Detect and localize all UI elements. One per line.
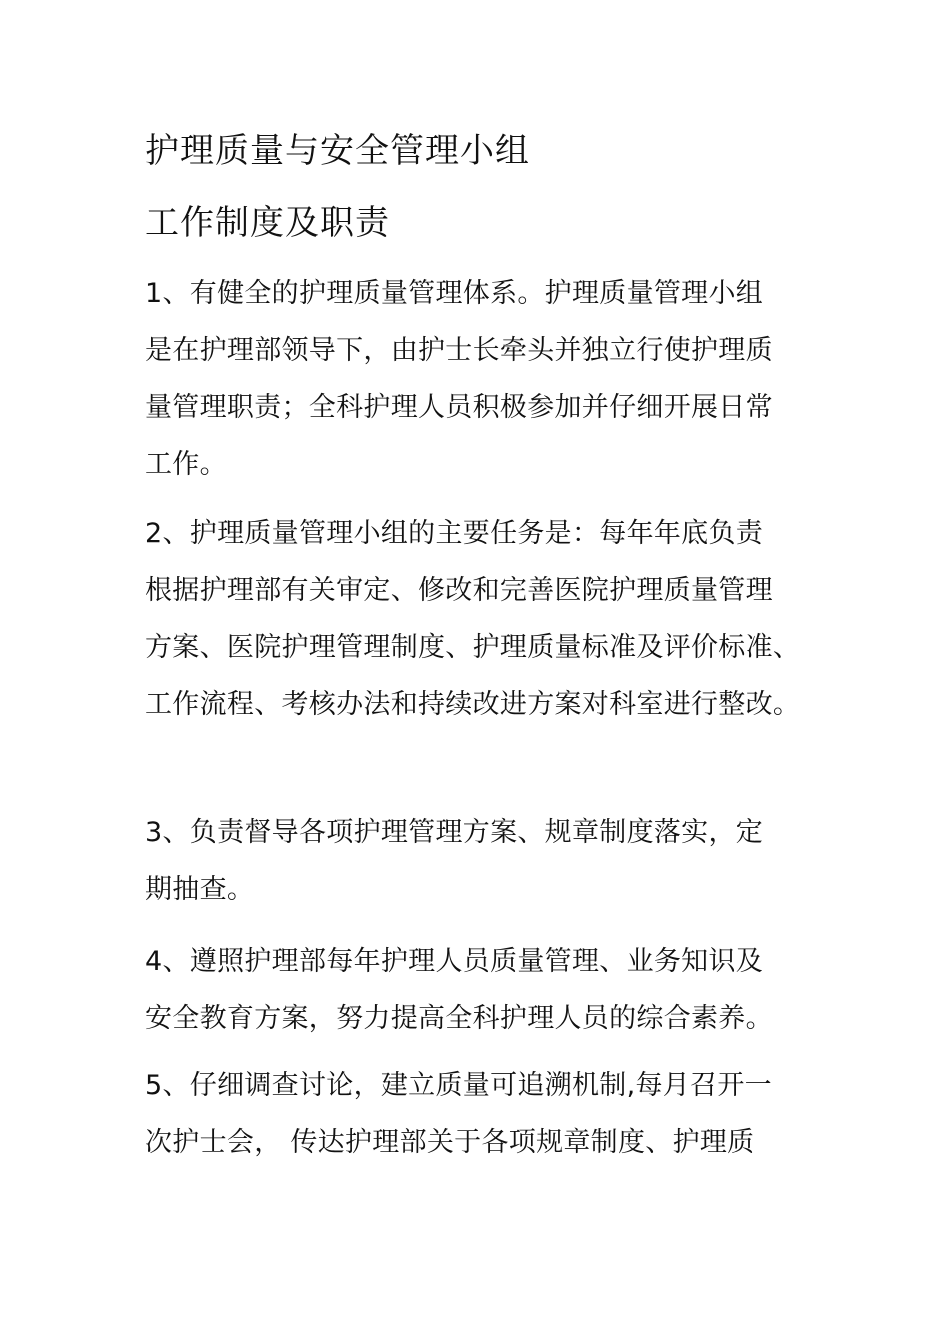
paragraph-5 (145, 1057, 845, 1171)
paragraph-1 (145, 265, 845, 493)
paragraph-line: 根据护理部有关审定、修改和完善医院护理质量管理 (145, 575, 773, 606)
paragraph-line: 次护士会， 传达护理部关于各项规章制度、护理质 (145, 1127, 755, 1158)
paragraph-line: 工作流程、考核办法和持续改进方案对科室进行整改。 (145, 689, 801, 720)
paragraph-line: 量管理职责；全科护理人员积极参加并仔细开展日常 (145, 392, 773, 423)
paragraph-line: 5、仔细调查讨论，建立质量可追溯机制,每月召开一 (145, 1070, 772, 1101)
document-title-line-1: 护理质量与安全管理小组 (145, 131, 530, 171)
paragraph-line: 4、遵照护理部每年护理人员质量管理、业务知识及 (145, 946, 764, 977)
paragraph-line: 安全教育方案，努力提高全科护理人员的综合素养。 (145, 1003, 773, 1034)
paragraph-3 (145, 804, 845, 918)
paragraph-4 (145, 933, 845, 1047)
paragraph-line: 方案、医院护理管理制度、护理质量标准及评价标准、 (145, 632, 801, 663)
paragraph-line: 1、有健全的护理质量管理体系。护理质量管理小组 (145, 278, 764, 309)
paragraph-line: 是在护理部领导下，由护士长牵头并独立行使护理质 (145, 335, 773, 366)
paragraph-line: 工作。 (145, 449, 227, 480)
paragraph-line: 期抽查。 (145, 874, 255, 905)
paragraph-line: 3、负责督导各项护理管理方案、规章制度落实，定 (145, 817, 764, 848)
document-title-line-2: 工作制度及职责 (145, 203, 390, 243)
paragraph-2 (145, 505, 845, 733)
paragraph-line: 2、护理质量管理小组的主要任务是：每年年底负责 (145, 518, 764, 549)
